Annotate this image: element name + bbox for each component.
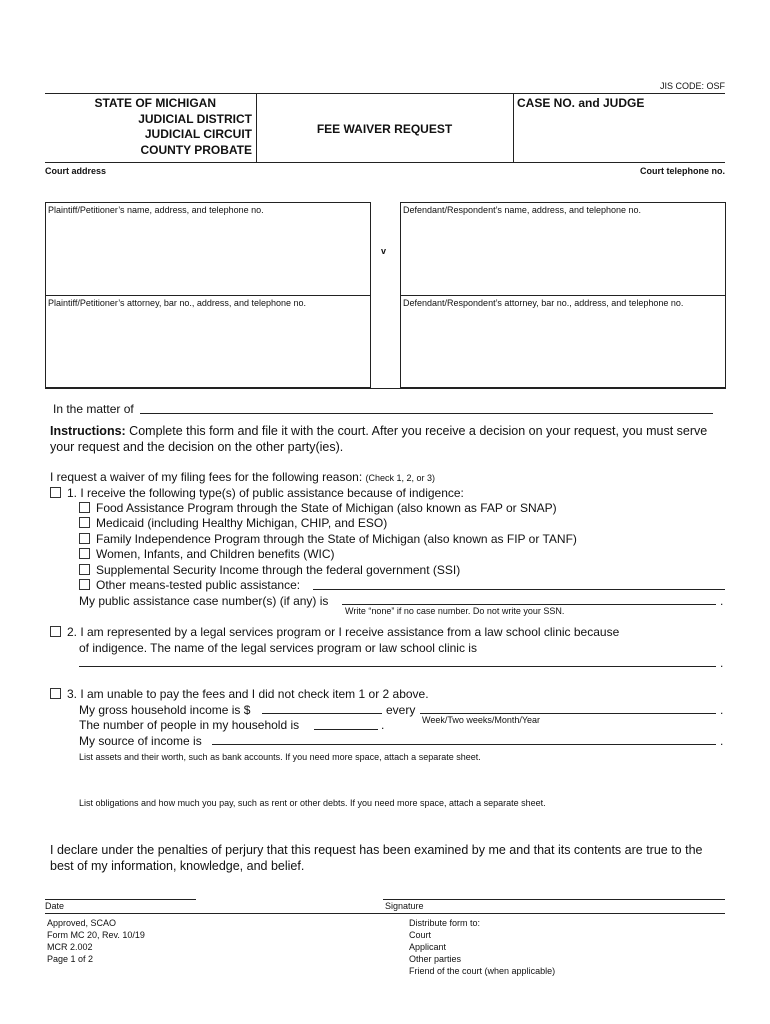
income-source-field[interactable] <box>212 744 716 745</box>
item1-checkbox[interactable] <box>50 487 61 498</box>
defendant-label: Defendant/Respondent’s name, address, and telephone no. <box>403 205 642 215</box>
option-checkbox[interactable] <box>79 533 90 544</box>
legal-services-field[interactable] <box>79 666 716 667</box>
option-label: Supplemental Security Income through the federal government (SSI) <box>96 563 461 577</box>
header-bottom-rule <box>45 162 725 163</box>
in-matter-of-label: In the matter of <box>53 402 134 416</box>
gross-income-label: My gross household income is $ <box>79 703 251 717</box>
parties-bottom-rule <box>45 388 726 389</box>
signature-label: Signature <box>385 901 424 911</box>
option-checkbox[interactable] <box>79 564 90 575</box>
judicial-circuit-label: JUDICIAL CIRCUIT <box>144 127 252 141</box>
distribute-label: Distribute form to: <box>409 918 481 928</box>
option-label: Medicaid (including Healthy Michigan, CHIP, and ESO) <box>96 516 388 530</box>
item2-row[interactable] <box>50 625 619 639</box>
other-assistance-field[interactable] <box>313 589 725 590</box>
item1-option-row[interactable] <box>79 532 577 546</box>
household-field[interactable] <box>314 729 378 730</box>
income-period-field[interactable] <box>420 713 716 714</box>
request-intro <box>50 470 435 484</box>
period: . <box>381 718 385 732</box>
date-field[interactable] <box>45 899 196 900</box>
item1-option-row[interactable] <box>79 501 557 515</box>
period-note: Week/Two weeks/Month/Year <box>422 715 541 725</box>
form-number: Form MC 20, Rev. 10/19 <box>47 930 145 940</box>
period: . <box>720 703 724 717</box>
item2-checkbox[interactable] <box>50 626 61 637</box>
request-intro-note: (Check 1, 2, or 3) <box>365 473 436 483</box>
defendant-divider <box>401 295 725 296</box>
page-number: Page 1 of 2 <box>47 954 94 964</box>
court-rule: MCR 2.002 <box>47 942 93 952</box>
option-checkbox[interactable] <box>79 579 90 590</box>
form-title: FEE WAIVER REQUEST <box>316 122 453 136</box>
income-source-label: My source of income is <box>79 734 202 748</box>
item3-label: 3. I am unable to pay the fees and I did not check item 1 or 2 above. <box>67 687 429 701</box>
assets-note: List assets and their worth, such as bank accounts. If you need more space, attach a separate sheet. <box>79 752 481 762</box>
item2-label: 2. I am represented by a legal services program or I receive assistance from a law school clinic because <box>67 625 620 639</box>
plaintiff-divider <box>46 295 370 296</box>
county-probate-label: COUNTY PROBATE <box>140 143 252 157</box>
option-checkbox[interactable] <box>79 502 90 513</box>
option-label: Other means-tested public assistance: <box>96 578 301 592</box>
item1-option-row[interactable] <box>79 563 460 577</box>
header-top-rule <box>45 93 725 94</box>
distribute-item: Court <box>409 930 432 940</box>
case-numbers-field[interactable] <box>342 604 716 605</box>
option-label: Women, Infants, and Children benefits (WIC) <box>96 547 335 561</box>
header-divider-2 <box>513 94 514 163</box>
item1-option-row[interactable] <box>79 547 335 561</box>
declaration: I declare under the penalties of perjury that this request has been examined by me and that its contents are true to the best of my information, knowledge, and belief. <box>50 843 703 873</box>
plaintiff-attorney-label: Plaintiff/Petitioner’s attorney, bar no., address, and telephone no. <box>48 298 307 308</box>
signature-field[interactable] <box>383 899 725 900</box>
case-no-label: CASE NO. and JUDGE <box>517 96 645 110</box>
obligations-note: List obligations and how much you pay, such as rent or other debts. If you need more space, attach a separate sheet. <box>79 798 546 808</box>
option-checkbox[interactable] <box>79 517 90 528</box>
request-intro-text: I request a waiver of my filing fees for the following reason: <box>50 470 363 484</box>
instructions-text: Complete this form and file it with the court. After you receive a decision on your request, you must serve your request and the decision on the other party(ies). <box>50 424 708 454</box>
item3-row[interactable] <box>50 687 429 701</box>
state-label: STATE OF MICHIGAN <box>94 96 216 110</box>
period: . <box>720 734 724 748</box>
date-label: Date <box>45 901 65 911</box>
option-label: Food Assistance Program through the State of Michigan (also known as FAP or SNAP) <box>96 501 557 515</box>
item3-checkbox[interactable] <box>50 688 61 699</box>
item1-label: 1. I receive the following type(s) of public assistance because of indigence: <box>67 486 464 500</box>
every-label: every <box>386 703 416 717</box>
item1-row[interactable] <box>50 486 464 500</box>
judicial-district-label: JUDICIAL DISTRICT <box>138 112 252 126</box>
instructions <box>50 423 728 455</box>
distribute-item: Other parties <box>409 954 462 964</box>
item2-line2: of indigence. The name of the legal services program or law school clinic is <box>79 641 477 655</box>
period: . <box>720 656 724 670</box>
option-checkbox[interactable] <box>79 548 90 559</box>
approved-text: Approved, SCAO <box>47 918 117 928</box>
option-label: Family Independence Program through the State of Michigan (also known as FIP or TANF) <box>96 532 577 546</box>
distribution-list <box>409 917 555 977</box>
court-address-label: Court address <box>45 166 107 176</box>
household-label: The number of people in my household is <box>79 718 300 732</box>
instructions-label: Instructions: <box>50 424 126 438</box>
jis-code: JIS CODE: OSF <box>659 81 725 91</box>
item1-option-row[interactable] <box>79 578 300 592</box>
versus-label: v <box>381 246 387 256</box>
period: . <box>720 594 724 608</box>
defendant-attorney-label: Defendant/Respondent’s attorney, bar no., address, and telephone no. <box>403 298 684 308</box>
court-phone-label: Court telephone no. <box>640 166 725 176</box>
item1-option-row[interactable] <box>79 516 387 530</box>
distribute-item: Applicant <box>409 942 447 952</box>
plaintiff-label: Plaintiff/Petitioner’s name, address, and telephone no. <box>48 205 264 215</box>
form-info <box>47 917 145 965</box>
case-numbers-note: Write “none” if no case number. Do not write your SSN. <box>345 606 565 616</box>
distribute-item: Friend of the court (when applicable) <box>409 966 556 976</box>
case-numbers-label: My public assistance case number(s) (if any) is <box>79 594 329 608</box>
in-matter-of-field[interactable] <box>140 413 713 414</box>
footer-rule <box>45 913 725 914</box>
gross-income-field[interactable] <box>262 713 382 714</box>
